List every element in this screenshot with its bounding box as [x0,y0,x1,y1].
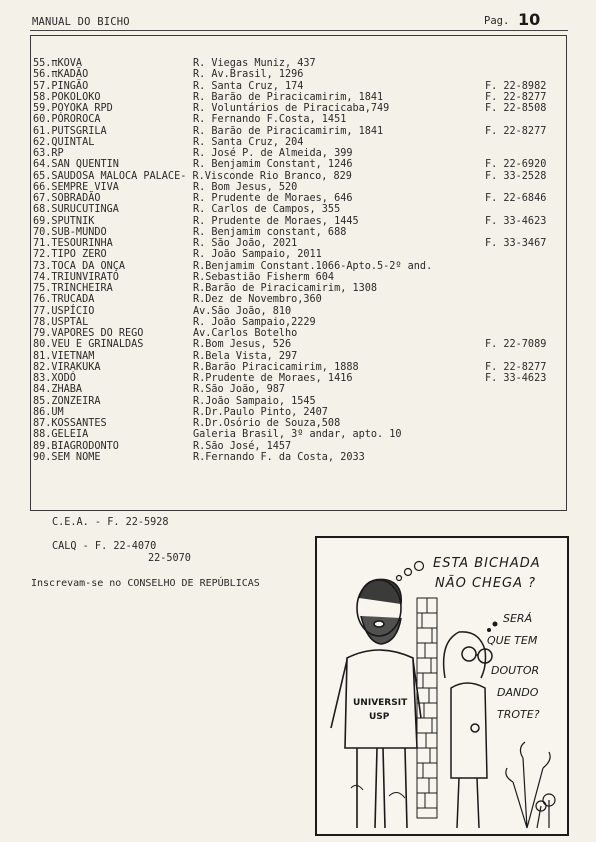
entry-name: 76.TRUCADA [33,294,95,306]
entry-name: 59.POYOKA RPD [33,103,113,114]
entry-phone: F. 22-8277 [485,125,547,137]
entry-address: R.Dr.Paulo Pinto, 2407 [193,406,328,418]
entry-address: R.Sebastião Fisherm 604 [193,271,335,283]
entry-phone: F. 33-3467 [485,238,547,249]
entry-name: 81.VIETNAM [33,350,95,362]
list-item [33,126,565,137]
entry-name: 83.XODÓ [33,373,76,384]
entry-address: R.Prudente de Moraes, 1416 [193,373,353,384]
entry-phone: F. 22-8982 [485,80,547,92]
entry-name: 71.TESOURINHA [33,238,113,249]
entry-address: R. Benjamim constant, 688 [193,226,347,238]
entry-address: R. Viegas Muniz, 437 [193,58,316,69]
list-item [33,328,565,339]
entry-address: R. Av.Brasil, 1296 [193,69,304,81]
list-item [33,362,565,373]
entry-name: 73.TOCA DA ONÇA [33,260,126,272]
entry-address: R. Carlos de Campos, 355 [193,204,341,216]
list-item [33,429,565,440]
list-item [33,114,565,125]
calq-phone-2: 22-5070 [148,553,191,564]
entry-phone: F. 22-7089 [485,339,547,351]
cea-phone: C.E.A. - F. 22-5928 [52,517,169,528]
entry-name: 55.πKOVA [33,58,83,69]
entry-name: 74.TRIUNVIRATO [33,271,119,283]
entry-address: R.João Sampaio, 1545 [193,395,316,407]
document-title: MANUAL DO BICHO [32,16,130,28]
entry-name: 64.SAN QUENTIN [33,159,119,171]
list-item [33,103,565,114]
entry-address: R.Barão Piracicamirim, 1888 [193,361,359,373]
list-item [33,159,565,170]
entry-address: Av.São João, 810 [193,305,292,317]
entry-name: 68.SURUCUTINGA [33,204,119,216]
list-item [33,227,565,238]
entry-name: 72.TIPO ZERO [33,249,107,261]
list-item [33,58,565,69]
inscrevam-note: Inscrevam-se no CONSELHO DE REPÚBLICAS [31,578,260,589]
list-item [33,283,565,294]
entry-address: R.Benjamim Constant.1066-Apto.5-2º and. [193,260,433,272]
entry-address: Galeria Brasil, 3º andar, apto. 10 [193,429,402,441]
entry-name: 84.ZHABA [33,384,83,396]
entry-name: 61.PUTSGRILA [33,125,107,137]
entry-address: R.São José, 1457 [193,440,292,452]
entry-phone: F. 22-8508 [485,103,547,114]
entry-name: 69.SPUTNIK [33,215,95,227]
list-item [33,418,565,429]
republic-list [33,58,565,463]
entry-phone: F. 22-8277 [485,91,547,103]
entry-name: 85.ZONZEIRA [33,395,101,407]
cartoon-panel [315,536,569,836]
list-item [33,204,565,215]
list-item [33,384,565,395]
entry-address: R. Benjamim Constant, 1246 [193,159,353,171]
entry-name: 87.KOSSANTES [33,418,107,429]
list-item [33,351,565,362]
entry-address: R. João Sampaio, 2011 [193,249,322,261]
list-item [33,216,565,227]
bubble-2-line-3: DOUTOR [491,664,540,677]
entry-name: 89.BIAGRODONTO [33,440,119,452]
entry-name: 58.POKOLOKO [33,91,101,103]
list-item [33,272,565,283]
entry-name: 57.PINGÃO [33,80,89,92]
list-item [33,238,565,249]
list-item [33,193,565,204]
entry-phone: F. 22-6846 [485,193,547,204]
entry-name: 62.QUINTAL [33,136,95,148]
entry-name: 60.PÓROROCA [33,114,101,126]
list-item [33,396,565,407]
entry-address: R. Santa Cruz, 174 [193,80,304,92]
entry-name: 80.VEU E GRINALDAS [33,339,144,351]
list-item [33,148,565,159]
list-item [33,339,565,350]
entry-address: R.Dr.Osório de Souza,508 [193,418,341,429]
header-rule [30,30,568,31]
bubble-2-line-4: DANDO [497,686,539,699]
entry-address: R.Barão de Piracicamirim, 1308 [193,283,378,294]
entry-address: R.São João, 987 [193,384,286,396]
entry-address: R. Bom Jesus, 520 [193,181,298,193]
page-label: Pag. [484,15,510,27]
entry-address: R. São João, 2021 [193,238,298,249]
entry-address: R. Voluntários de Piracicaba,749 [193,103,390,114]
entry-address: R. Barão de Piracicamirim, 1841 [193,125,384,137]
list-item [33,69,565,80]
list-item [33,261,565,272]
shirt-text-line-1: UNIVERSIT [353,698,408,708]
list-item [33,317,565,328]
list-item [33,182,565,193]
entry-address: R.Dez de Novembro,360 [193,294,322,306]
list-item [33,294,565,305]
bubble-1-line-2: NÃO CHEGA ? [435,576,537,591]
entry-address: R. Prudente de Moraes, 646 [193,193,353,204]
entry-address: R.Fernando F. da Costa, 2033 [193,451,365,463]
entry-name: 86.UM [33,406,64,418]
entry-phone: F. 22-6920 [485,159,547,171]
page-number: 10 [518,10,541,29]
list-item [33,92,565,103]
list-item [33,137,565,148]
bubble-1-line-1: ESTA BICHADA [433,556,541,571]
entry-name: 82.VIRAKUKA [33,361,101,373]
entry-address: R. Barão de Piracicamirim, 1841 [193,91,384,103]
list-item [33,452,565,463]
entry-name: 56.πKADÃO [33,69,89,81]
entry-name: 77.USPÍCIO [33,305,95,317]
list-item [33,407,565,418]
entry-name: 90.SEM NOME [33,451,101,463]
entry-phone: F. 22-8277 [485,361,547,373]
entry-name: 78.USPTAL [33,316,89,328]
entry-address: R.Bela Vista, 297 [193,350,298,362]
calq-phone-1: CALQ - F. 22-4070 [52,541,157,552]
entry-phone: F. 33-2528 [485,170,547,182]
entry-name: 67.SOBRADÃO [33,193,101,204]
bubble-2-line-2: QUE TEM [487,634,538,647]
entry-name: 65.SAUDOSA MALOCA PALACE- R.Visconde Rio Branco, 829 [33,170,352,182]
entry-address: R. José P. de Almeida, 399 [193,148,353,159]
list-item [33,306,565,317]
entry-name: 63.RP [33,148,64,159]
list-item [33,249,565,260]
list-item [33,373,565,384]
list-item [33,81,565,92]
entry-name: 66.SEMPRE VIVA [33,181,119,193]
entry-address: R. Santa Cruz, 204 [193,136,304,148]
entry-name: 88.GELEIA [33,429,89,441]
entry-address: Av.Carlos Botelho [193,328,298,339]
list-item [33,171,565,182]
bubble-2-line-5: TROTE? [497,708,540,721]
entry-phone: F. 33-4623 [485,215,547,227]
entry-name: 75.TRINCHEIRA [33,283,113,294]
entry-address: R. João Sampaio,2229 [193,316,316,328]
entry-phone: F. 33-4623 [485,373,547,384]
entry-address: R. Fernando F.Costa, 1451 [193,114,347,126]
shirt-text-line-2: USP [369,712,390,722]
entry-address: R. Prudente de Moraes, 1445 [193,215,359,227]
entry-name: 70.SUB-MUNDO [33,226,107,238]
list-item [33,441,565,452]
entry-address: R.Bom Jesus, 526 [193,339,292,351]
entry-name: 79.VAPORES DO REGO [33,328,144,339]
bubble-2-line-1: SERÁ [503,612,533,625]
